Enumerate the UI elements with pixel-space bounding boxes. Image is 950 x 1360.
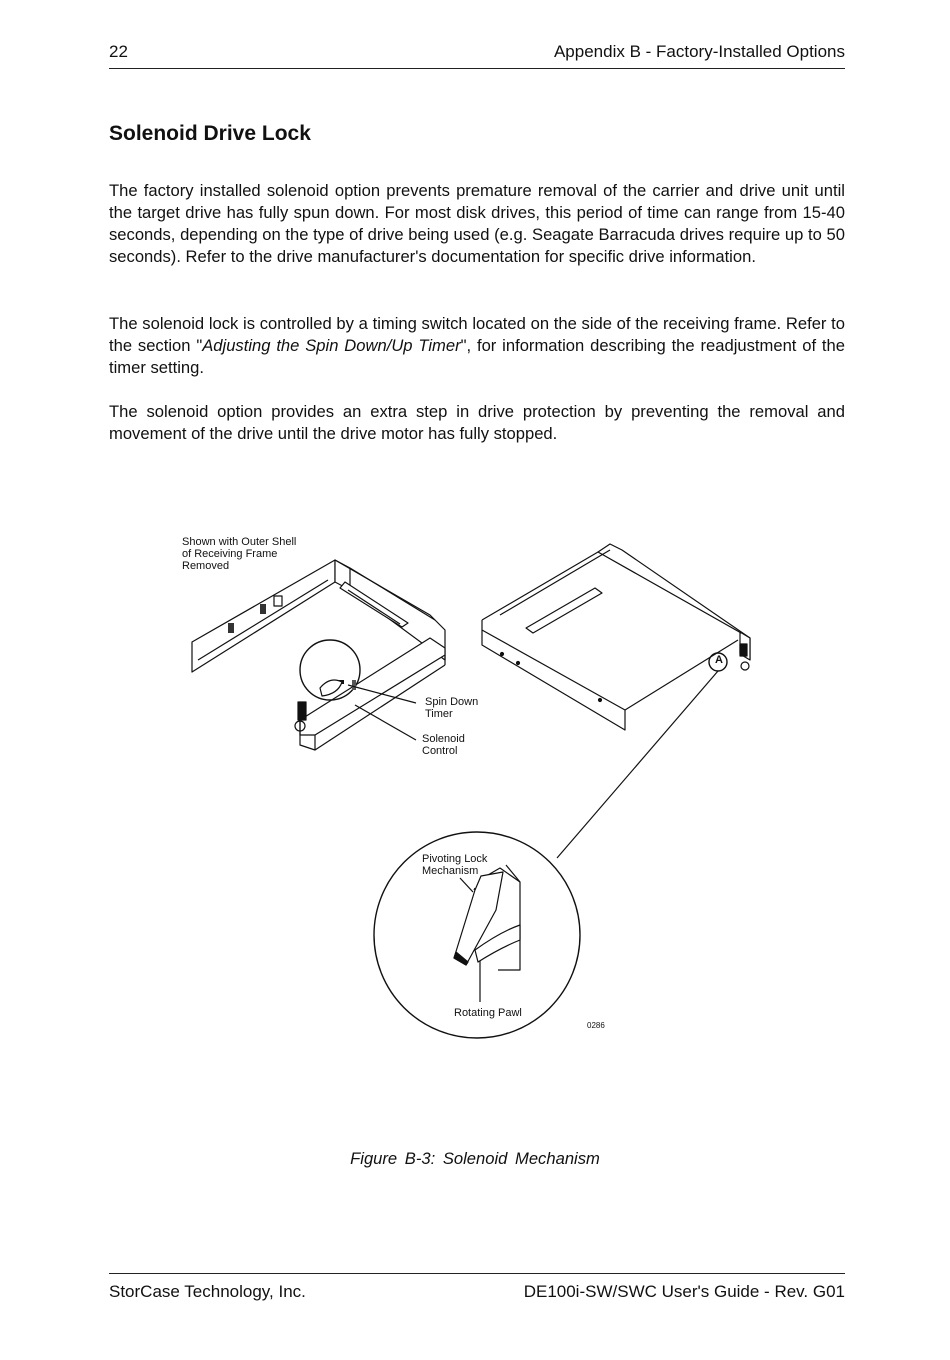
section-title: Solenoid Drive Lock	[109, 122, 311, 145]
left-receiving-frame	[192, 560, 445, 750]
solenoid-drawing	[170, 520, 790, 1060]
figure-caption: Figure B-3: Solenoid Mechanism	[350, 1149, 600, 1168]
label-outer-shell: Shown with Outer Shell of Receiving Frame Removed	[182, 536, 297, 572]
callout-leaders	[348, 671, 718, 858]
label-rotating-pawl: Rotating Pawl	[454, 1007, 522, 1019]
label-solenoid-control: Solenoid Control	[422, 733, 465, 757]
page-number: 22	[109, 42, 128, 61]
header-title: Appendix B - Factory-Installed Options	[553, 42, 845, 61]
solenoid-figure	[170, 520, 790, 1060]
paragraph-1: The factory installed solenoid option prevents premature removal of the carrier and drive unit until the target drive has fully spun down. For most disk drives, this period of time can range from 15-40 seconds, depending on the type of drive being used (e.g. Seagate Barracuda drives require up to 50 seconds). Refer to the drive manufacturer's documentation for specific drive information.	[109, 181, 845, 266]
label-spin-down-timer: Spin Down Timer	[425, 696, 479, 720]
page-footer	[109, 1273, 845, 1304]
paragraph-2-start: The solenoid lock is controlled by a timing switch located on the side of the receiving frame. Refer to the section "	[109, 314, 845, 355]
page-header	[109, 40, 845, 69]
paragraph-2-reference: Adjusting the Spin Down/Up Timer	[202, 336, 461, 355]
callout-letter: A	[715, 654, 723, 666]
paragraph-2	[109, 313, 845, 379]
label-pivoting-lock: Pivoting Lock Mechanism	[422, 853, 488, 877]
right-receiving-frame	[482, 544, 750, 730]
footer-company: StorCase Technology, Inc.	[109, 1282, 306, 1301]
footer-document: DE100i-SW/SWC User's Guide - Rev. G01	[523, 1282, 845, 1301]
paragraph-3: The solenoid option provides an extra step in drive protection by preventing the removal and movement of the drive until the drive motor has fully stopped.	[109, 402, 845, 443]
figure-code: 0286	[587, 1021, 605, 1030]
paragraph-2-end: ", for information describing the readjustment of the timer setting.	[109, 336, 845, 377]
